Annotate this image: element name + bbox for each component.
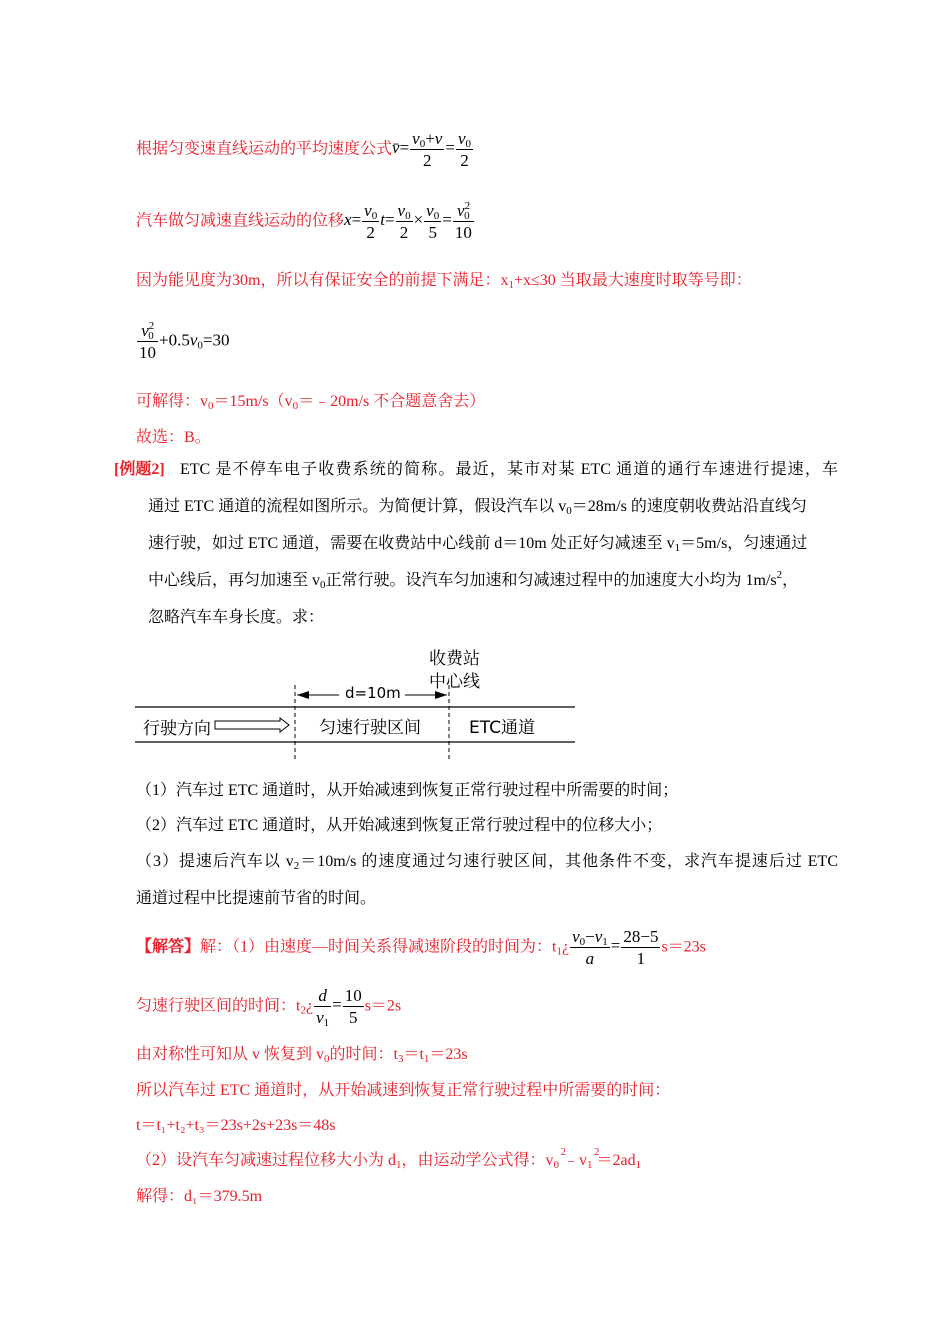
constant-speed-zone-label: 匀速行驶区间: [319, 718, 421, 738]
etc-lane-label: ETC通道: [469, 718, 535, 738]
answer-choice: 故选：B。: [136, 429, 211, 446]
quadratic-equation: $\frac{v^2_0}{10}$ $+0.5v_0=30$: [139, 320, 230, 362]
question-1: （1）汽车过 ETC 通道时，从开始减速到恢复正常行驶过程中所需要的时间；: [136, 782, 679, 799]
visibility-condition: 因为能见度为30m，所以有保证安全的前提下满足：$x_1+x\le 30$ 当取最大速度时取等号即：: [136, 272, 752, 291]
displacement-formula: x= $\frac{v_0}{2}$ t= $\frac{v_0}{2}$ × $\frac{v_0}{5}$ = $\frac{v^2_0}{10}$: [344, 200, 472, 242]
avg-velocity-text: 根据匀变速直线运动的平均速度公式: [136, 140, 393, 158]
answer2-line-1: 【解答】解：（1）由速度—时间关系得减速阶段的时间为：$t_1¿$ $\frac{v_0-v_1}{a}$ = $\frac{28-5}{1}$ s＝23s: [136, 927, 706, 968]
station-label-line-2: 中心线: [429, 672, 480, 692]
displacement-text: 汽车做匀减速直线运动的位移: [136, 212, 345, 230]
displacement-line: [136, 200, 475, 243]
example2-body: 通过 ETC 通道的流程如图所示。为简便计算，假设汽车以 $v_0=28m/s$ 的速度朝收费站沿直线匀 速行驶，如过 ETC 通道，需要在收费站中心线前 d＝10m 处正好匀减速至 $v_1=5m/s$，匀速通过 中心线后，再匀加速至 $v_0$正常行驶。设汽车匀加速和匀减速过程中的加速度大小均为 $1m/s^2$， 忽略汽车车身长度。求：: [148, 498, 808, 626]
avg-velocity-formula: v̄= $\frac{v_0+v}{2}$ = $\frac{v_0}{2}$: [392, 129, 471, 170]
answer2-line-3: 由对称性可知从 v 恢复到 $v_0$的时间：$t_3=t_1=23s$: [136, 1046, 468, 1065]
question-3: （3）提速后汽车以 $v_2=10m/s$ 的速度通过匀速行驶区间，其他条件不变，求汽车提速后过 ETC: [136, 853, 838, 872]
etc-diagram-lines: [135, 640, 580, 765]
avg-velocity-line: [136, 128, 474, 171]
example2-tag: [例题2]: [114, 461, 165, 478]
station-label-line-1: 收费站: [429, 649, 480, 669]
question-3-cont: 通道过程中比提速前节省的时间。: [136, 890, 377, 907]
etc-diagram: [135, 640, 580, 765]
direction-label: 行驶方向: [143, 719, 211, 739]
answer2-line-4: 所以汽车过 ETC 通道时，从开始减速到恢复正常行驶过程中所需要的时间：: [136, 1082, 671, 1099]
answer2-line-6: （2）设汽车匀减速过程位移大小为 $d_1$，由运动学公式得：$v_0$ 2 $﹣v_1$ 2 $=2ad_1$: [136, 1146, 642, 1171]
solve-result: 可解得：$v_0=15m/s(v_0=﹣20m/s$ 不合题意舍去）: [136, 393, 486, 412]
distance-label: d=10m: [345, 684, 401, 702]
question-2: （2）汽车过 ETC 通道时，从开始减速到恢复正常行驶过程中的位移大小；: [136, 817, 663, 834]
example2-line-1: ETC 是不停车电子收费系统的简称。最近，某市对某 ETC 通道的通行车速进行提速，车: [180, 461, 838, 478]
answer2-line-5: t＝t₁+t₂+t₃＝23s+2s+23s＝48s: [136, 1117, 336, 1134]
answer2-line-2: 匀速行驶区间的时间：$t_2¿$ $\frac{d}{v_1}$ = $\frac{10}{5}$ s＝2s: [136, 986, 402, 1029]
answer2-line-7: 解得：d₁＝379.5m: [136, 1188, 263, 1205]
